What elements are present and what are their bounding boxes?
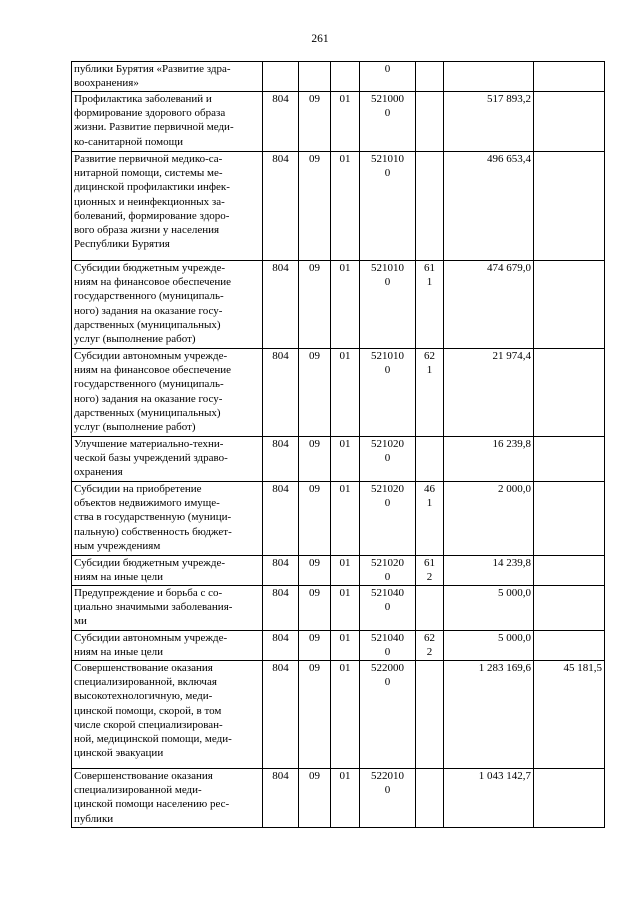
row-name-cell [72, 769, 263, 828]
expense-type-line: 1 [426, 276, 433, 289]
ministry-code-cell: 804 [263, 349, 299, 437]
expense-type-cell [416, 631, 444, 661]
target-code-cell [360, 556, 416, 586]
row-name-line: формирование здорового образа [74, 107, 226, 120]
ministry-code-cell: 804 [263, 661, 299, 769]
subsection-code-cell: 01 [331, 556, 360, 586]
expense-type-line: 61 [424, 557, 435, 569]
amount-cell: 5 000,0 [444, 586, 534, 631]
row-name-line: Субсидии автономным учрежде- [74, 350, 228, 362]
row-name-line: услуг (выполнение работ) [74, 333, 196, 346]
table-row [72, 482, 605, 556]
extra-amount-cell [534, 349, 605, 437]
amount-cell [444, 62, 534, 92]
table-row [72, 92, 605, 152]
amount-cell: 2 000,0 [444, 482, 534, 556]
subsection-code-cell: 01 [331, 661, 360, 769]
table-row [72, 349, 605, 437]
amount-cell: 21 974,4 [444, 349, 534, 437]
subsection-code-cell: 01 [331, 152, 360, 261]
target-code-cell [360, 261, 416, 349]
row-name-line: ческой базы учреждений здраво- [74, 452, 228, 465]
table-row [72, 556, 605, 586]
target-code-cell [360, 349, 416, 437]
expense-type-cell [416, 62, 444, 92]
table-row [72, 586, 605, 631]
extra-amount-cell: 45 181,5 [534, 661, 605, 769]
row-name-line: охранения [74, 466, 123, 479]
table-row [72, 769, 605, 828]
ministry-code-cell: 804 [263, 92, 299, 152]
row-name-line: Субсидии бюджетным учрежде- [74, 557, 226, 569]
expense-type-cell [416, 556, 444, 586]
row-name-line: публики Бурятия «Развитие здра- [74, 63, 231, 75]
row-name-line: услуг (выполнение работ) [74, 421, 196, 434]
ministry-code-cell: 804 [263, 631, 299, 661]
section-code-cell: 09 [299, 586, 331, 631]
row-name-line: ства в государственную (муници- [74, 511, 232, 524]
section-code-cell: 09 [299, 661, 331, 769]
ministry-code-cell: 804 [263, 556, 299, 586]
section-code-cell: 09 [299, 437, 331, 482]
row-name-line: вого образа жизни у населения [74, 224, 220, 237]
row-name-line: ного) задания на оказание госу- [74, 304, 223, 317]
target-code-line: 0 [384, 601, 391, 614]
row-name-line: жизни. Развитие первичной меди- [74, 121, 234, 134]
row-name-cell [72, 631, 263, 661]
row-name-cell [72, 661, 263, 769]
target-code-line: 521010 [371, 262, 404, 274]
target-code-line: 521010 [371, 350, 404, 362]
row-name-line: числе скорой специализирован- [74, 718, 223, 731]
page-number: 261 [311, 33, 329, 45]
row-name-cell [72, 152, 263, 261]
target-code-line: 521020 [371, 483, 404, 495]
row-name-line: воохранения» [74, 77, 139, 90]
target-code-line: 521010 [371, 153, 404, 165]
subsection-code-cell: 01 [331, 261, 360, 349]
row-name-line: ниям на финансовое обеспечение [74, 276, 232, 289]
subsection-code-cell: 01 [331, 92, 360, 152]
row-name-line: Субсидии автономным учрежде- [74, 632, 228, 644]
subsection-code-cell: 01 [331, 437, 360, 482]
target-code-line: 0 [384, 276, 391, 289]
ministry-code-cell: 804 [263, 482, 299, 556]
target-code-cell [360, 152, 416, 261]
row-name-line: ной, медицинской помощи, меди- [74, 733, 232, 746]
row-name-line: дарственных (муниципальных) [74, 318, 221, 331]
budget-table [71, 61, 605, 828]
row-name-line: цинской помощи населению рес- [74, 798, 230, 811]
target-code-cell [360, 62, 416, 92]
target-code-line: 521040 [371, 587, 404, 599]
target-code-line: 0 [384, 364, 391, 377]
row-name-line: ным учреждениям [74, 539, 161, 552]
target-code-line: 0 [384, 452, 391, 465]
row-name-line: Предупреждение и борьба с со- [74, 587, 223, 599]
target-code-line: 522010 [371, 770, 404, 782]
row-name-line: Республики Бурятия [74, 238, 170, 251]
subsection-code-cell: 01 [331, 631, 360, 661]
row-name-line: Субсидии бюджетным учрежде- [74, 262, 226, 274]
row-name-line: нитарной помощи, системы ме- [74, 167, 223, 180]
row-name-line: ниям на иные цели [74, 646, 164, 659]
expense-type-cell [416, 586, 444, 631]
ministry-code-cell: 804 [263, 586, 299, 631]
target-code-line: 0 [384, 497, 391, 510]
target-code-line: 0 [384, 676, 391, 689]
expense-type-cell [416, 92, 444, 152]
target-code-cell [360, 586, 416, 631]
row-name-line: Развитие первичной медико-са- [74, 153, 223, 165]
ministry-code-cell: 804 [263, 152, 299, 261]
row-name-cell [72, 482, 263, 556]
subsection-code-cell [331, 62, 360, 92]
table-row [72, 261, 605, 349]
row-name-line: пальную) собственность бюджет- [74, 525, 232, 538]
row-name-line: дицинской профилактики инфек- [74, 181, 230, 194]
target-code-line: 522000 [371, 662, 404, 674]
section-code-cell: 09 [299, 482, 331, 556]
subsection-code-cell: 01 [331, 586, 360, 631]
target-code-line: 0 [384, 571, 391, 584]
table-row [72, 661, 605, 769]
extra-amount-cell [534, 62, 605, 92]
row-name-line: ко-санитарной помощи [74, 135, 183, 148]
row-name-line: специализированной меди- [74, 784, 202, 797]
row-name-line: государственного (муниципаль- [74, 290, 224, 303]
amount-cell: 1 283 169,6 [444, 661, 534, 769]
row-name-cell [72, 437, 263, 482]
target-code-line: 0 [384, 646, 391, 659]
amount-cell: 474 679,0 [444, 261, 534, 349]
row-name-line: ниям на финансовое обеспечение [74, 364, 232, 377]
target-code-line: 521020 [371, 557, 404, 569]
section-code-cell: 09 [299, 349, 331, 437]
row-name-line: Субсидии на приобретение [74, 483, 202, 495]
section-code-cell [299, 62, 331, 92]
target-code-line: 521000 [371, 93, 404, 105]
row-name-line: специализированной, включая [74, 676, 217, 689]
expense-type-cell [416, 437, 444, 482]
section-code-cell: 09 [299, 152, 331, 261]
row-name-line: цинской эвакуации [74, 747, 164, 760]
extra-amount-cell [534, 261, 605, 349]
extra-amount-cell [534, 92, 605, 152]
expense-type-line: 62 [424, 632, 435, 644]
table-row [72, 152, 605, 261]
expense-type-line: 62 [424, 350, 435, 362]
section-code-cell: 09 [299, 261, 331, 349]
extra-amount-cell [534, 437, 605, 482]
target-code-line: 0 [384, 167, 391, 180]
expense-type-cell [416, 261, 444, 349]
expense-type-cell [416, 349, 444, 437]
target-code-line: 0 [384, 63, 391, 75]
expense-type-line: 61 [424, 262, 435, 274]
row-name-line: циально значимыми заболевания- [74, 601, 233, 614]
amount-cell: 496 653,4 [444, 152, 534, 261]
amount-cell: 16 239,8 [444, 437, 534, 482]
row-name-line: ниям на иные цели [74, 571, 164, 584]
amount-cell: 517 893,2 [444, 92, 534, 152]
row-name-line: болеваний, формирование здоро- [74, 209, 230, 222]
target-code-line: 521040 [371, 632, 404, 644]
row-name-line: Совершенствование оказания [74, 662, 213, 674]
expense-type-cell [416, 661, 444, 769]
ministry-code-cell [263, 62, 299, 92]
amount-cell: 14 239,8 [444, 556, 534, 586]
target-code-line: 0 [384, 107, 391, 120]
expense-type-line: 2 [426, 646, 433, 659]
ministry-code-cell: 804 [263, 769, 299, 828]
row-name-line: Профилактика заболеваний и [74, 93, 212, 105]
target-code-cell [360, 92, 416, 152]
row-name-line: дарственных (муниципальных) [74, 406, 221, 419]
expense-type-cell [416, 769, 444, 828]
subsection-code-cell: 01 [331, 482, 360, 556]
expense-type-cell [416, 152, 444, 261]
row-name-line: ми [74, 615, 87, 628]
row-name-cell [72, 349, 263, 437]
extra-amount-cell [534, 769, 605, 828]
row-name-line: высокотехнологичную, меди- [74, 690, 213, 703]
target-code-cell [360, 661, 416, 769]
target-code-line: 0 [384, 784, 391, 797]
subsection-code-cell: 01 [331, 769, 360, 828]
row-name-line: цинской помощи, скорой, в том [74, 704, 222, 717]
section-code-cell: 09 [299, 631, 331, 661]
amount-cell: 1 043 142,7 [444, 769, 534, 828]
ministry-code-cell: 804 [263, 437, 299, 482]
section-code-cell: 09 [299, 556, 331, 586]
row-name-line: ного) задания на оказание госу- [74, 392, 223, 405]
row-name-cell [72, 586, 263, 631]
subsection-code-cell: 01 [331, 349, 360, 437]
row-name-line: Улучшение материально-техни- [74, 438, 224, 450]
row-name-line: ционных и неинфекционных за- [74, 195, 225, 208]
section-code-cell: 09 [299, 769, 331, 828]
section-code-cell: 09 [299, 92, 331, 152]
row-name-cell [72, 261, 263, 349]
row-name-cell [72, 92, 263, 152]
extra-amount-cell [534, 586, 605, 631]
row-name-line: публики [74, 812, 114, 825]
row-name-cell [72, 62, 263, 92]
extra-amount-cell [534, 152, 605, 261]
row-name-line: государственного (муниципаль- [74, 378, 224, 391]
target-code-cell [360, 769, 416, 828]
table-row [72, 437, 605, 482]
expense-type-line: 2 [426, 571, 433, 584]
extra-amount-cell [534, 482, 605, 556]
amount-cell: 5 000,0 [444, 631, 534, 661]
target-code-cell [360, 631, 416, 661]
expense-type-cell [416, 482, 444, 556]
extra-amount-cell [534, 631, 605, 661]
table-row [72, 631, 605, 661]
row-name-line: Совершенствование оказания [74, 770, 213, 782]
expense-type-line: 1 [426, 497, 433, 510]
expense-type-line: 1 [426, 364, 433, 377]
ministry-code-cell: 804 [263, 261, 299, 349]
extra-amount-cell [534, 556, 605, 586]
expense-type-line: 46 [424, 483, 435, 495]
target-code-line: 521020 [371, 438, 404, 450]
target-code-cell [360, 437, 416, 482]
row-name-cell [72, 556, 263, 586]
table-row [72, 62, 605, 92]
target-code-cell [360, 482, 416, 556]
row-name-line: объектов недвижимого имуще- [74, 497, 220, 510]
